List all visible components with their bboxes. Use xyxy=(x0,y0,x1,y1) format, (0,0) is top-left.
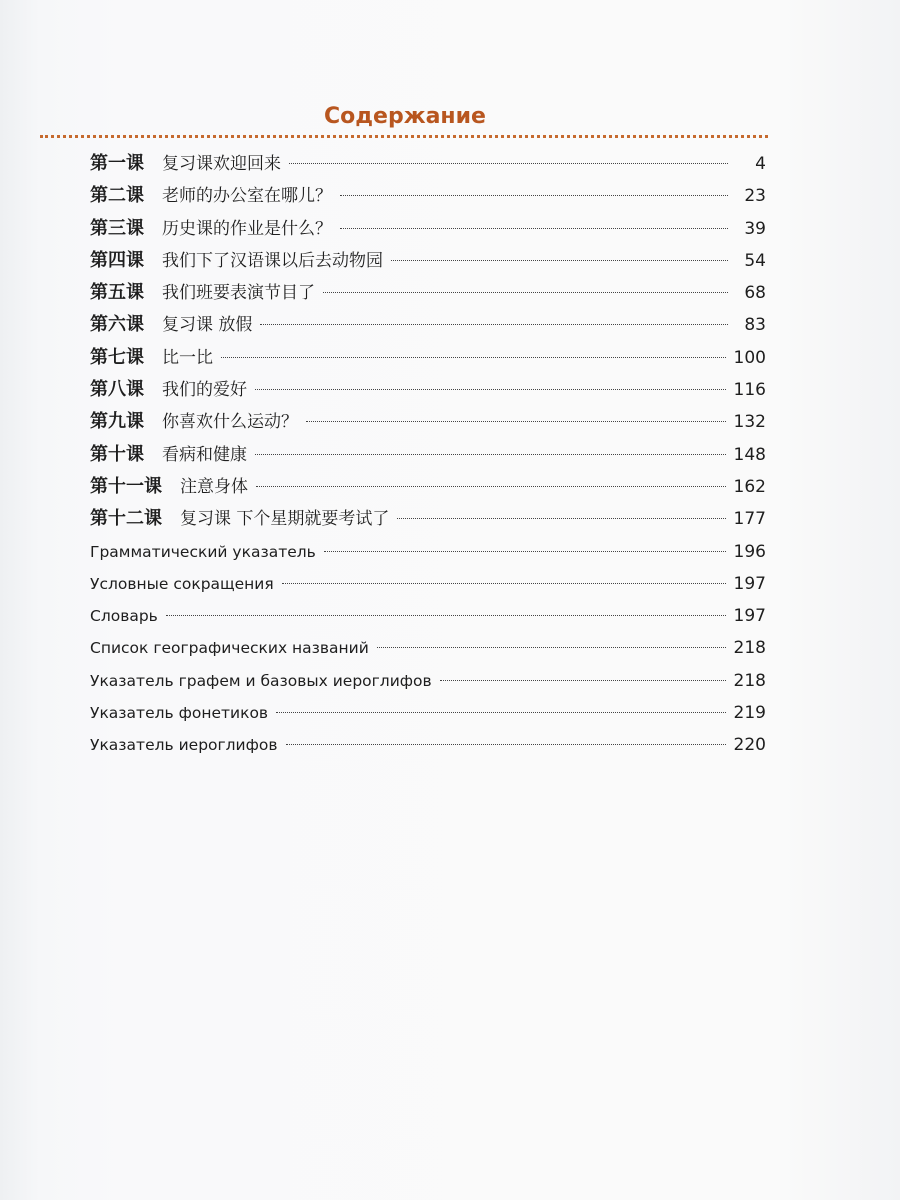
toc-row[interactable] xyxy=(90,213,766,245)
table-of-contents xyxy=(90,148,766,762)
dot-leader xyxy=(221,357,726,358)
index-row[interactable] xyxy=(90,536,766,568)
dot-leader xyxy=(306,421,726,422)
index-title: Список географических названий xyxy=(90,639,369,658)
page-number: 218 xyxy=(733,670,766,691)
dot-leader xyxy=(340,195,728,196)
lesson-number: 第三课 xyxy=(90,217,144,239)
lesson-title: 复习课 放假 xyxy=(162,315,253,336)
index-row[interactable] xyxy=(90,568,766,600)
index-row[interactable] xyxy=(90,729,766,761)
dot-leader xyxy=(391,260,728,261)
lesson-title: 比一比 xyxy=(162,347,213,368)
lesson-title: 复习课 下个星期就要考试了 xyxy=(180,509,390,530)
dot-leader xyxy=(256,486,726,487)
page-number: 83 xyxy=(744,315,766,336)
lesson-number: 第七课 xyxy=(90,346,144,368)
index-title: Грамматический указатель xyxy=(90,542,316,561)
lesson-number: 第一课 xyxy=(90,153,144,174)
lesson-number: 第九课 xyxy=(90,411,144,433)
lesson-title: 复习课欢迎回来 xyxy=(162,154,281,174)
lesson-title: 注意身体 xyxy=(180,476,248,497)
index-title: Указатель фонетиков xyxy=(90,704,269,723)
lesson-title: 你喜欢什么运动？ xyxy=(162,412,298,433)
dot-leader xyxy=(323,292,728,293)
dot-leader xyxy=(397,518,725,519)
page-number: 39 xyxy=(744,218,766,239)
page-number: 100 xyxy=(733,347,766,368)
toc-row[interactable] xyxy=(90,406,766,438)
index-title: Условные сокращения xyxy=(90,574,274,593)
index-row[interactable] xyxy=(90,600,766,632)
lesson-title: 我们的爱好 xyxy=(162,380,247,401)
lesson-number: 第十一课 xyxy=(90,475,162,497)
lesson-number: 第六课 xyxy=(90,314,144,336)
page-number: 23 xyxy=(744,186,766,207)
page-number: 220 xyxy=(733,735,766,756)
dot-leader xyxy=(255,389,726,390)
dot-leader xyxy=(289,163,728,164)
lesson-title: 我们班要表演节目了 xyxy=(162,283,315,304)
index-title: Указатель графем и базовых иероглифов xyxy=(90,671,432,690)
lesson-number: 第二课 xyxy=(90,185,144,207)
lesson-title: 我们下了汉语课以后去动物园 xyxy=(162,250,383,271)
toc-row[interactable] xyxy=(90,277,766,309)
dot-leader xyxy=(377,647,726,648)
dot-leader xyxy=(440,680,726,681)
page-number: 177 xyxy=(733,509,766,530)
toc-row[interactable] xyxy=(90,309,766,341)
index-row[interactable] xyxy=(90,665,766,697)
lesson-title: 历史课的作业是什么？ xyxy=(162,218,332,239)
page-number: 218 xyxy=(733,638,766,659)
page-number: 4 xyxy=(755,154,766,174)
toc-row[interactable] xyxy=(90,503,766,535)
toc-row[interactable] xyxy=(90,439,766,471)
dot-leader xyxy=(276,712,725,713)
page-number: 116 xyxy=(733,380,766,401)
page-number: 68 xyxy=(744,283,766,304)
page-number: 219 xyxy=(733,703,766,724)
index-row[interactable] xyxy=(90,632,766,664)
toc-row[interactable] xyxy=(90,148,766,180)
title-divider xyxy=(40,135,768,138)
dot-leader xyxy=(166,615,726,616)
toc-row[interactable] xyxy=(90,374,766,406)
page-number: 196 xyxy=(733,541,766,562)
lesson-number: 第十课 xyxy=(90,443,144,465)
page-number: 162 xyxy=(733,476,766,497)
page-number: 197 xyxy=(733,606,766,627)
page-title: Содержание xyxy=(324,104,486,129)
dot-leader xyxy=(340,228,728,229)
dot-leader xyxy=(260,324,728,325)
toc-row[interactable] xyxy=(90,342,766,374)
dot-leader xyxy=(255,454,726,455)
toc-row[interactable] xyxy=(90,471,766,503)
lesson-number: 第五课 xyxy=(90,282,144,304)
lesson-title: 老师的办公室在哪儿？ xyxy=(162,186,332,207)
toc-row[interactable] xyxy=(90,245,766,277)
lesson-number: 第十二课 xyxy=(90,508,162,530)
index-title: Словарь xyxy=(90,607,158,626)
dot-leader xyxy=(324,551,726,552)
page-number: 197 xyxy=(733,573,766,594)
lesson-title: 看病和健康 xyxy=(162,444,247,465)
toc-row[interactable] xyxy=(90,180,766,212)
dot-leader xyxy=(286,744,726,745)
page-number: 148 xyxy=(733,444,766,465)
lesson-number: 第四课 xyxy=(90,249,144,271)
page-number: 54 xyxy=(744,250,766,271)
lesson-number: 第八课 xyxy=(90,379,144,401)
dot-leader xyxy=(282,583,726,584)
index-row[interactable] xyxy=(90,697,766,729)
index-title: Указатель иероглифов xyxy=(90,736,278,755)
page-number: 132 xyxy=(733,412,766,433)
